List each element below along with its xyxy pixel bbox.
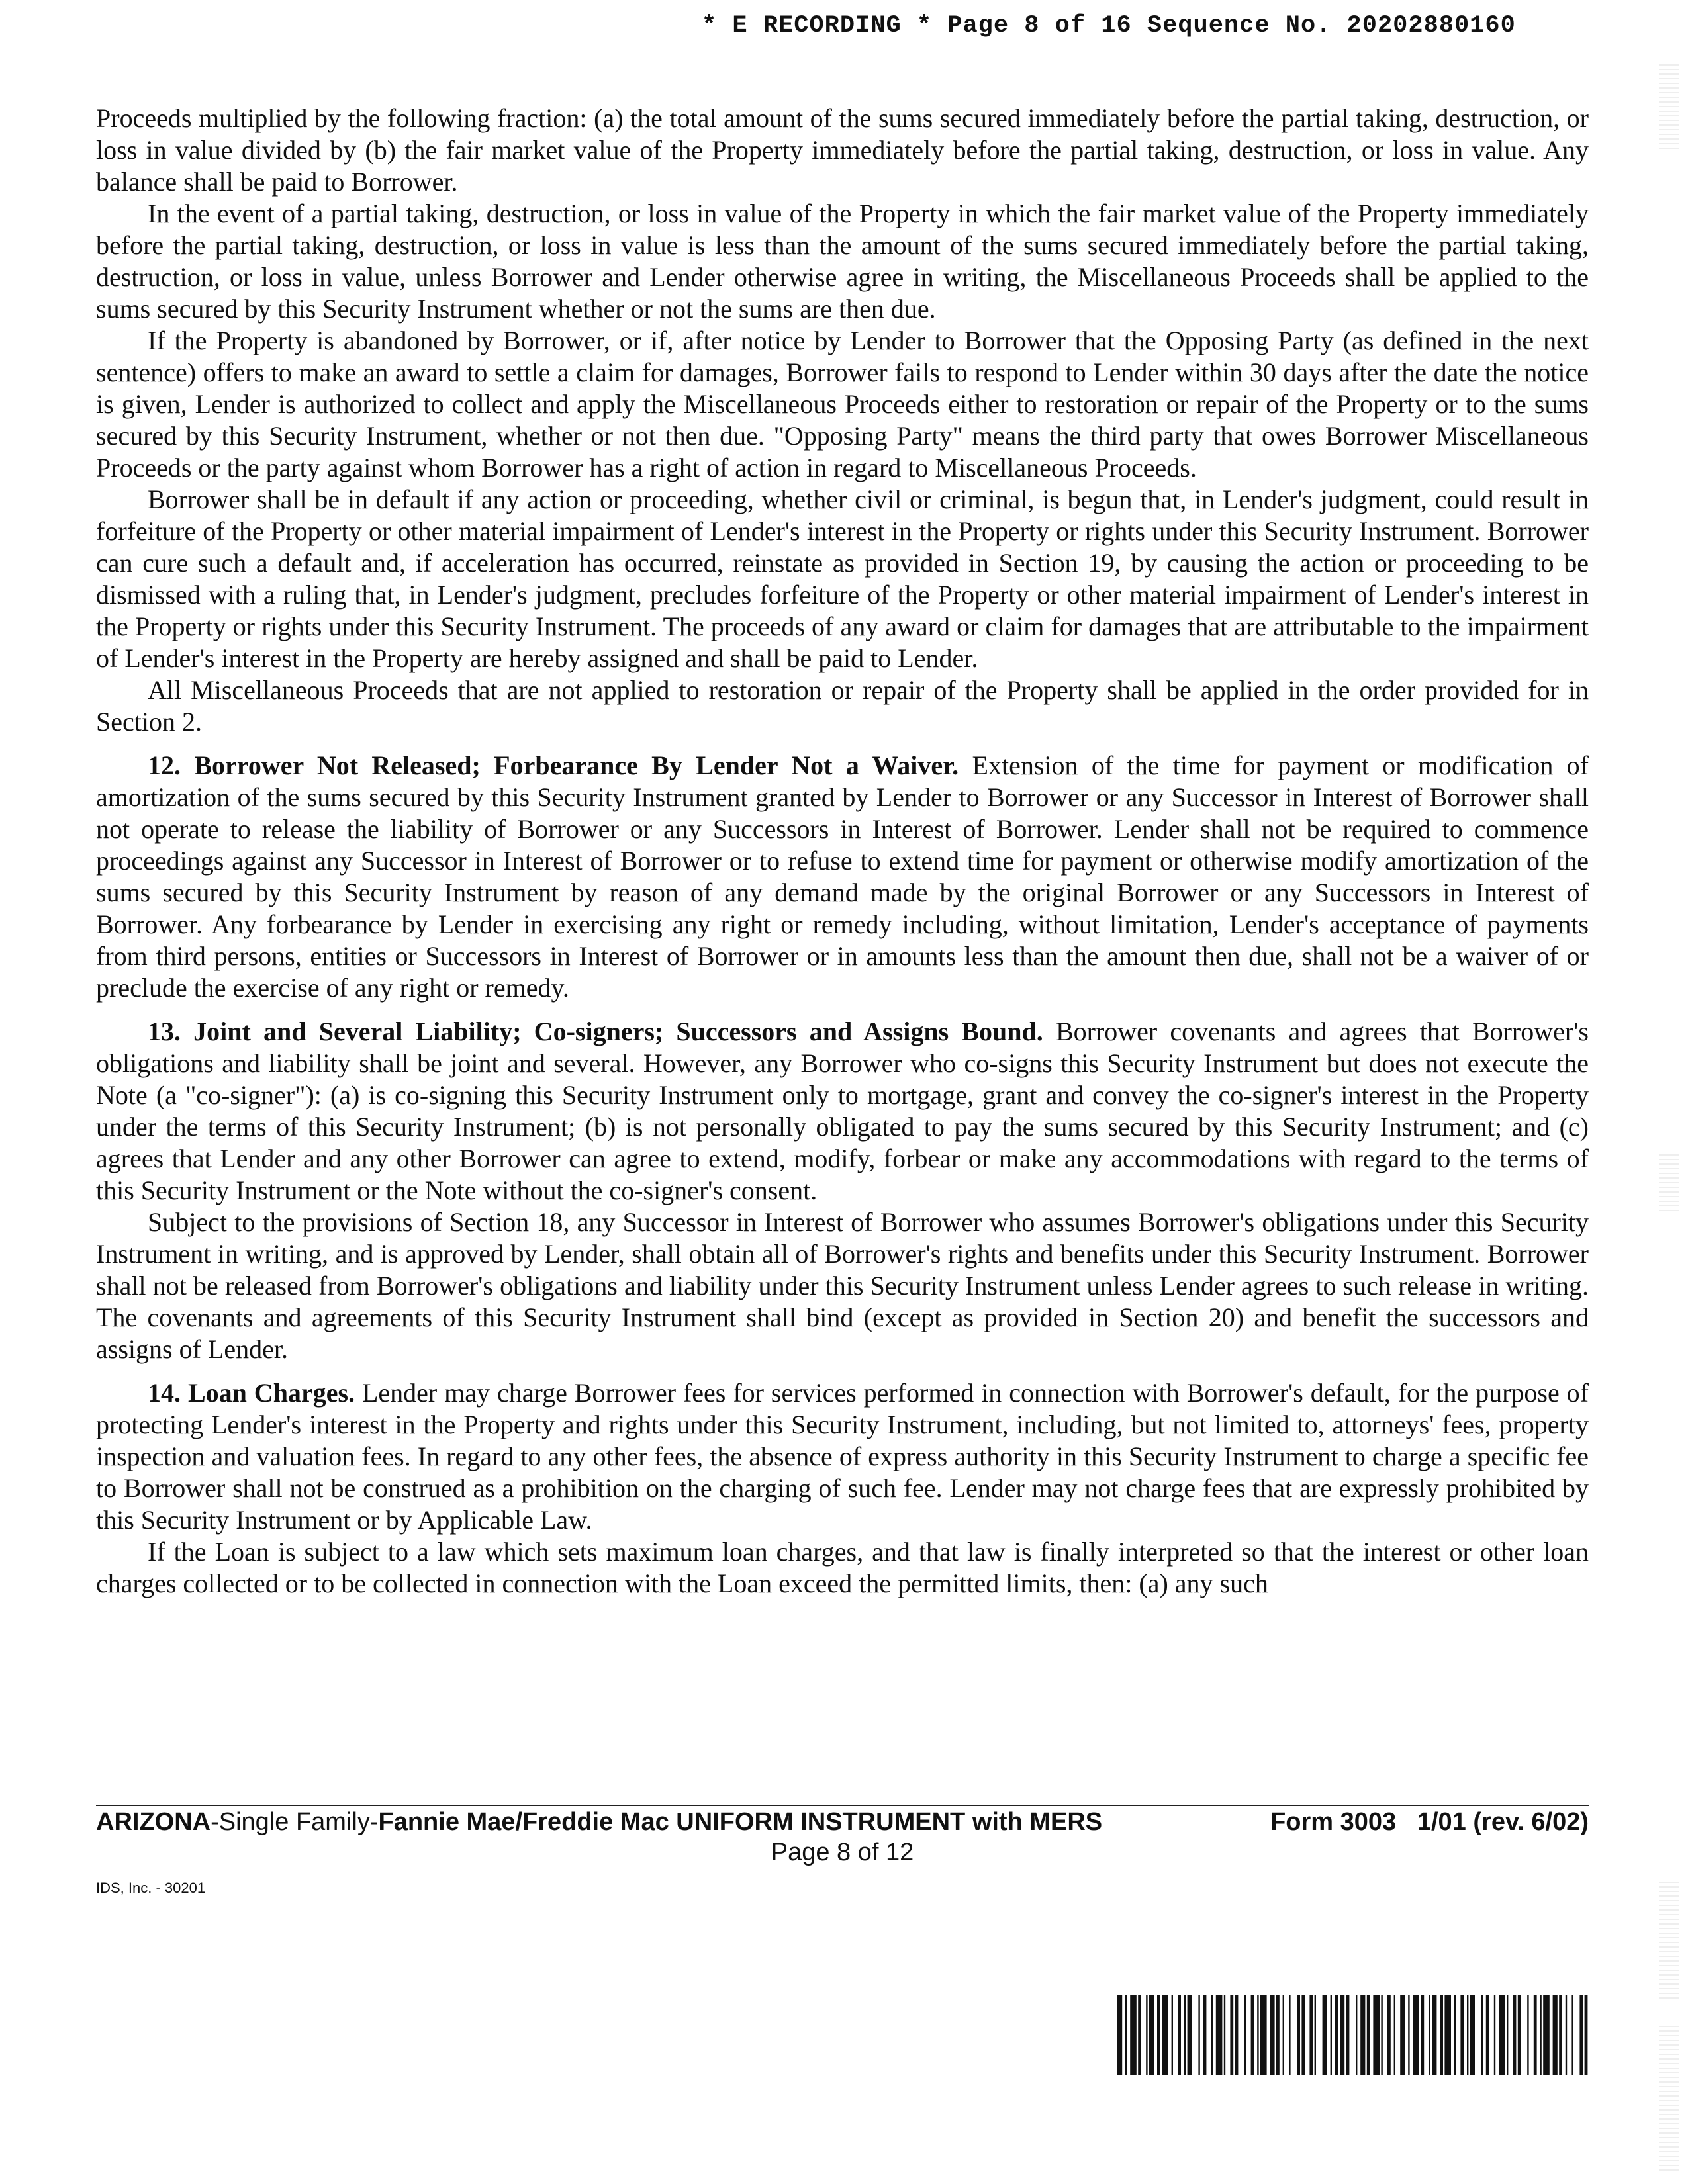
paragraph-continued: Proceeds multiplied by the following fraction: (a) the total amount of the sums secured immediately before the partial taking, destruction, or loss in value divided by (b) the fair market value of the Property immediately before the partial taking, destruction, or loss in value. Any balance shall be paid to Borrower. <box>96 103 1589 197</box>
barcode-bar <box>1408 1995 1409 2075</box>
barcode-bar <box>1460 1995 1464 2075</box>
barcode-bar <box>1257 1995 1258 2075</box>
barcode-bar <box>1203 1995 1207 2075</box>
barcode-bar <box>1198 1995 1199 2075</box>
section-14-paragraph-2: If the Loan is subject to a law which sets maximum loan charges, and that law is finally interpreted so that the interest or other loan charges collected or to be collected in connection with the Loan exceed the permitted limits, then: (a) any such <box>96 1537 1589 1598</box>
barcode-bar <box>1367 1995 1370 2075</box>
barcode-bar <box>1513 1995 1517 2075</box>
barcode-bar <box>1467 1995 1468 2075</box>
barcode-bar <box>1125 1995 1127 2075</box>
barcode-bar <box>1235 1995 1239 2075</box>
barcode-bar <box>1413 1995 1419 2075</box>
section-13-paragraph-2: Subject to the provisions of Section 18, any Successor in Interest of Borrower who assumes Borrower's obligations under this Security Instrument in writing, and is approved by Lender, shall obtain all of Borrower's rights and benefits under this Security Instrument. Borrower shall not be released from Borrower's obligations and liability under this Security Instrument unless Lender agrees to such release in writing. The covenants and agreements of this Security Instrument shall bind (except as provided in Section 20) and benefit the successors and assigns of Lender. <box>96 1207 1589 1364</box>
barcode-bar <box>1162 1995 1168 2075</box>
barcode-bar <box>1454 1995 1456 2075</box>
footer-divider <box>96 1805 1589 1806</box>
footer-form-line <box>96 1807 1589 1837</box>
scan-artifact <box>1659 2025 1679 2171</box>
barcode-icon <box>1117 1995 1589 2075</box>
barcode-bar <box>1117 1995 1122 2075</box>
barcode-bar <box>1486 1995 1489 2075</box>
barcode-bar <box>1276 1995 1280 2075</box>
barcode-bar <box>1340 1995 1344 2075</box>
section-12-heading: 12. Borrower Not Released; Forbearance By Lender Not a Waiver. <box>148 751 959 780</box>
paragraph-partial-taking: In the event of a partial taking, destruction, or loss in value of the Property in which the fair market value of the Property immediately before the partial taking, destruction, or loss in value is less than the amount of the sums secured immediately before the partial taking, destruction, or loss in value, unless Borrower and Lender otherwise agree in writing, the Miscellaneous Proceeds shall be applied to the sums secured by this Security Instrument whether or not the sums are then due. <box>96 199 1589 324</box>
recording-stamp: * E RECORDING * Page 8 of 16 Sequence No. 20202880160 <box>702 12 1516 40</box>
barcode-bar <box>1387 1995 1391 2075</box>
barcode-bar <box>1315 1995 1316 2075</box>
barcode-bar <box>1553 1995 1558 2075</box>
barcode-bar <box>1251 1995 1254 2075</box>
barcode-bar <box>1360 1995 1365 2075</box>
barcode-bar <box>1216 1995 1223 2075</box>
barcode-bar <box>1188 1995 1192 2075</box>
section-13-text: Borrower covenants and agrees that Borrower's obligations and liability shall be joint and several. However, any Borrower who co-signs this Security Instrument but does not execute the Note (a "co-signer"): (a) is co-signing this Security Instrument only to mortgage, grant and convey the co-signer's interest in the Property under the terms of this Security Instrument; (b) is not personally obligated to pay the sums secured by this Security Instrument; and (c) agrees that Lender and any other Borrower can agree to extend, modify, forbear or make any accommodations with regard to the terms of this Security Instrument or the Note without the co-signer's consent. <box>96 1017 1589 1205</box>
footer-state: ARIZONA <box>96 1808 211 1836</box>
barcode-bar <box>1309 1995 1313 2075</box>
barcode-bar <box>1559 1995 1562 2075</box>
barcode-bar <box>1400 1995 1405 2075</box>
barcode-bar <box>1335 1995 1338 2075</box>
barcode-bar <box>1244 1995 1246 2075</box>
barcode-bar <box>1146 1995 1147 2075</box>
paragraph-default: Borrower shall be in default if any action or proceeding, whether civil or criminal, is begun that, in Lender's judgment, could result in forfeiture of the Property or other material impairment of Lender's interest in the Property or rights under this Security Instrument. Borrower can cure such a default and, if acceleration has occurred, reinstate as provided in Section 19, by causing the action or proceeding to be dismissed with a ruling that, in Lender's judgment, precludes forfeiture of the Property or other material impairment of Lender's interest in the Property or rights under this Security Instrument. The proceeds of any award or claim for damages that are attributable to the impairment of Lender's interest in the Property are hereby assigned and shall be paid to Lender. <box>96 484 1589 673</box>
barcode-bar <box>1518 1995 1521 2075</box>
barcode-bar <box>1507 1995 1508 2075</box>
barcode-bar <box>1470 1995 1475 2075</box>
barcode-bar <box>1301 1995 1305 2075</box>
footer-page-number: Page 8 of 12 <box>771 1839 914 1866</box>
section-13-heading: 13. Joint and Several Liability; Co-signers; Successors and Assigns Bound. <box>148 1017 1043 1046</box>
section-12 <box>96 750 1589 1004</box>
barcode-bar <box>1494 1995 1495 2075</box>
barcode-bar <box>1540 1995 1541 2075</box>
paragraph-abandoned: If the Property is abandoned by Borrower, or if, after notice by Lender to Borrower that the Opposing Party (as defined in the next sentence) offers to make an award to settle a claim for damages, Borrower fails to respond to Lender within 30 days after the date the notice is given, Lender is authorized to collect and apply the Miscellaneous Proceeds either to restoration or repair of the Property or to the sums secured by this Security Instrument, whether or not then due. "Opposing Party" means the third party that owes Borrower Miscellaneous Proceeds or the party against whom Borrower has a right of action in regard to Miscellaneous Proceeds. <box>96 326 1589 482</box>
barcode-bar <box>1157 1995 1160 2075</box>
barcode-bar <box>1346 1995 1350 2075</box>
footer-form-number: Form 3003 1/01 (rev. 6/02) <box>1270 1808 1589 1836</box>
section-14-text: Lender may charge Borrower fees for services performed in connection with Borrower's default, for the purpose of protecting Lender's interest in the Property and rights under this Security Instrument, including, but not limited to, attorneys' fees, property inspection and valuation fees. In regard to any other fees, the absence of express authority in this Security Instrument to charge a specific fee to Borrower shall not be construed as a prohibition on the charging of such fee. Lender may not charge fees that are expressly prohibited by this Security Instrument or by Applicable Law. <box>96 1378 1589 1535</box>
barcode-bar <box>1381 1995 1382 2075</box>
document-body <box>96 103 1589 1600</box>
barcode-bar <box>1224 1995 1225 2075</box>
barcode-bar <box>1585 1995 1588 2075</box>
barcode-bar <box>1184 1995 1186 2075</box>
scan-artifact <box>1659 1880 1679 1999</box>
barcode-bar <box>1421 1995 1424 2075</box>
scan-artifact <box>1659 63 1679 149</box>
footer-ids: IDS, Inc. - 30201 <box>96 1880 206 1896</box>
barcode-bar <box>1283 1995 1284 2075</box>
barcode-bar <box>1178 1995 1181 2075</box>
barcode-bar <box>1432 1995 1436 2075</box>
footer-family: -Single Family- <box>211 1808 379 1836</box>
barcode-bar <box>1130 1995 1137 2075</box>
barcode-bar <box>1149 1995 1154 2075</box>
section-14-heading: 14. Loan Charges. <box>148 1378 355 1408</box>
section-13 <box>96 1016 1589 1206</box>
barcode-bar <box>1172 1995 1173 2075</box>
barcode-bar <box>1260 1995 1267 2075</box>
barcode-bar <box>1297 1995 1300 2075</box>
barcode-bar <box>1527 1995 1528 2075</box>
barcode-bar <box>1230 1995 1233 2075</box>
section-12-text: Extension of the time for payment or modification of amortization of the sums secured by this Security Instrument granted by Lender to Borrower or any Successor in Interest of Borrower shall not operate to release the liability of Borrower or any Successors in Interest of Borrower. Lender shall not be required to commence proceedings against any Successor in Interest of Borrower or to refuse to extend time for payment or otherwise modify amortization of the sums secured by this Security Instrument by reason of any demand made by the original Borrower or any Successors in Interest of Borrower. Any forbearance by Lender in exercising any right or remedy including, without limitation, Lender's acceptance of payments from third persons, entities or Successors in Interest of Borrower or in amounts less than the amount then due, shall not be a waiver of or preclude the exercise of any right or remedy. <box>96 751 1589 1003</box>
barcode-bar <box>1138 1995 1141 2075</box>
barcode-bar <box>1323 1995 1327 2075</box>
scan-artifact <box>1659 1152 1679 1211</box>
barcode-bar <box>1440 1995 1443 2075</box>
barcode-bar <box>1579 1995 1583 2075</box>
barcode-bar <box>1481 1995 1483 2075</box>
barcode-bar <box>1394 1995 1395 2075</box>
barcode-bar <box>1270 1995 1274 2075</box>
barcode-bar <box>1571 1995 1573 2075</box>
footer-instrument: Fannie Mae/Freddie Mac UNIFORM INSTRUMENT with MERS <box>378 1808 1103 1836</box>
paragraph-all-misc: All Miscellaneous Proceeds that are not applied to restoration or repair of the Property shall be applied in the order provided for in Section 2. <box>96 675 1589 737</box>
barcode-bar <box>1566 1995 1567 2075</box>
barcode-bar <box>1289 1995 1290 2075</box>
barcode-bar <box>1499 1995 1505 2075</box>
barcode-bar <box>1543 1995 1550 2075</box>
footer-instrument-title <box>96 1807 1102 1837</box>
barcode-bar <box>1211 1995 1213 2075</box>
barcode-bar <box>1429 1995 1430 2075</box>
barcode-bar <box>1373 1995 1380 2075</box>
barcode-bar <box>1444 1995 1451 2075</box>
section-14 <box>96 1377 1589 1536</box>
barcode-bar <box>1331 1995 1332 2075</box>
barcode-bar <box>1356 1995 1357 2075</box>
barcode-bar <box>1534 1995 1537 2075</box>
